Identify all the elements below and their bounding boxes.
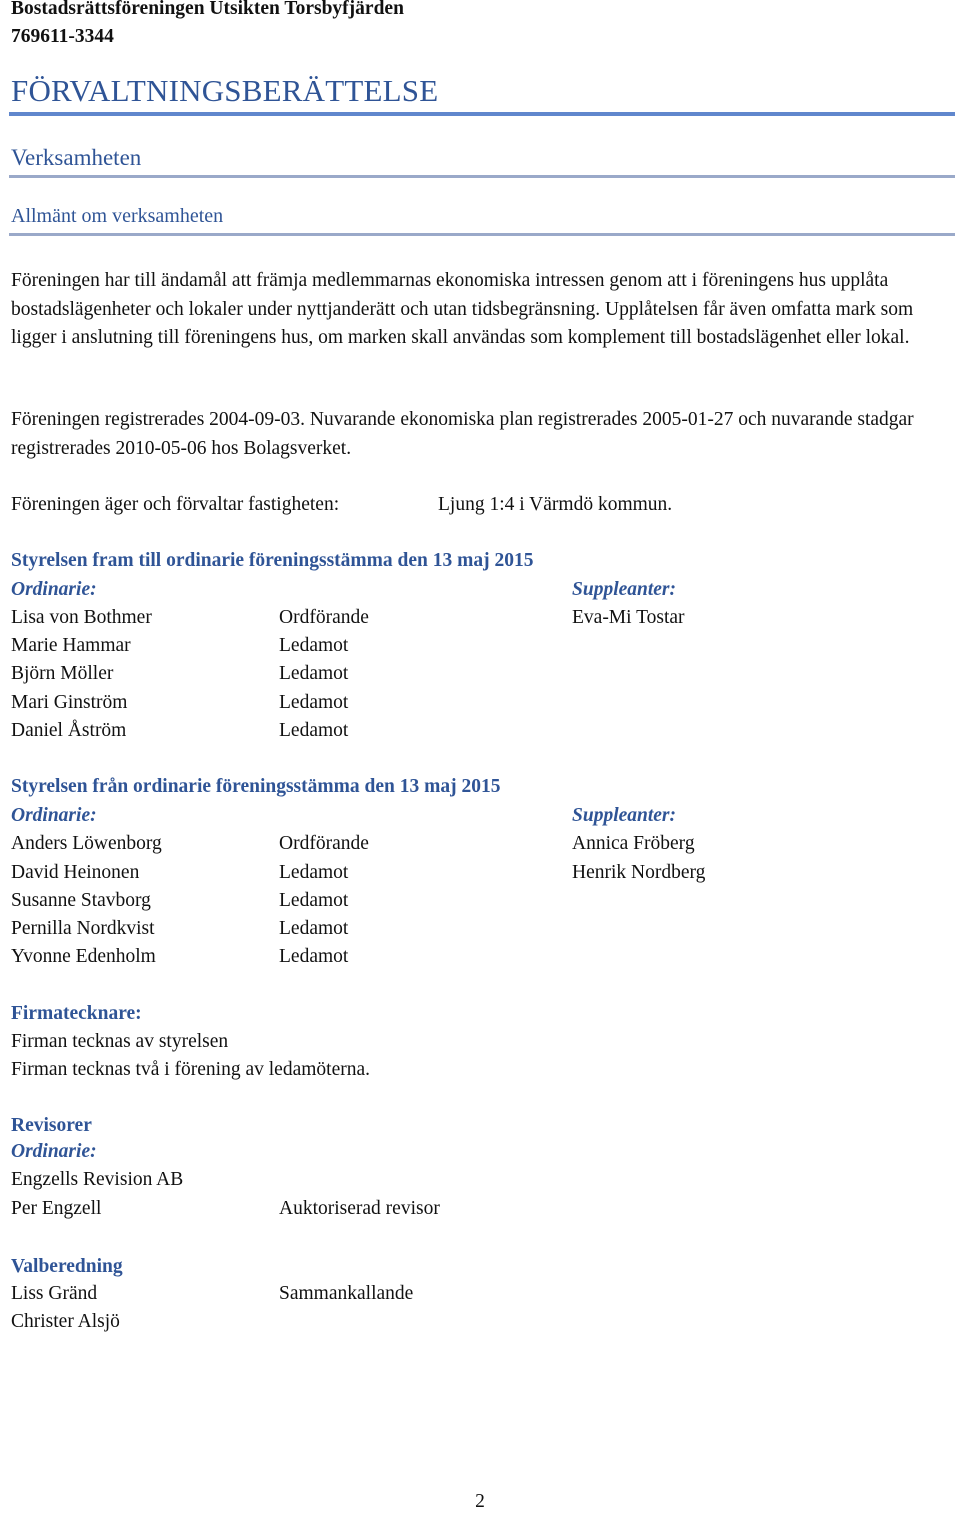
auditors-ordinary-label: Ordinarie: [11, 1141, 97, 1162]
member-role: Ledamot [279, 918, 349, 939]
page-number: 2 [475, 1491, 485, 1512]
nomination-member-name: Christer Alsjö [11, 1311, 120, 1332]
member-role: Ordförande [279, 833, 369, 854]
deputy-name: Annica Fröberg [572, 833, 695, 854]
deputy-name: Henrik Nordberg [572, 862, 706, 883]
member-name: Björn Möller [11, 663, 114, 684]
member-name: David Heinonen [11, 862, 140, 883]
nomination-member-role: Sammankallande [279, 1283, 414, 1304]
board-until-ordinary-label: Ordinarie: [11, 579, 97, 600]
member-name: Lisa von Bothmer [11, 607, 152, 628]
board-from-ordinary-label: Ordinarie: [11, 805, 97, 826]
signatory-line: Firman tecknas två i förening av ledamöterna. [11, 1059, 370, 1080]
member-role: Ordförande [279, 607, 369, 628]
member-role: Ledamot [279, 692, 349, 713]
member-role: Ledamot [279, 635, 349, 656]
member-role: Ledamot [279, 663, 349, 684]
board-from-title: Styrelsen från ordinarie föreningsstämma den 13 maj 2015 [11, 776, 501, 797]
member-name: Daniel Åström [11, 720, 127, 741]
member-name: Pernilla Nordkvist [11, 918, 155, 939]
page-title: FÖRVALTNINGSBERÄTTELSE [11, 73, 439, 108]
member-name: Marie Hammar [11, 635, 131, 656]
auditors-title: Revisorer [11, 1115, 92, 1136]
registration-paragraph: Föreningen registrerades 2004-09-03. Nuvarande ekonomiska plan registrerades 2005-01-27 och nuvarande stadgar registrerades 2010-05-06 hos Bolagsverket. [11, 409, 914, 459]
member-name: Anders Löwenborg [11, 833, 162, 854]
org-name: Bostadsrättsföreningen Utsikten Torsbyfjärden [11, 0, 404, 19]
member-role: Ledamot [279, 946, 349, 967]
board-from-deputies-label: Suppleanter: [572, 805, 677, 826]
signatory-line: Firman tecknas av styrelsen [11, 1031, 229, 1052]
property-label: Föreningen äger och förvaltar fastigheten: [11, 494, 340, 515]
member-name: Mari Ginström [11, 692, 128, 713]
nomination-member-name: Liss Gränd [11, 1283, 98, 1304]
org-number: 769611-3344 [11, 26, 114, 47]
title-underline [9, 112, 955, 116]
nomination-title: Valberedning [11, 1256, 123, 1277]
auditor-firm: Engzells Revision AB [11, 1169, 184, 1190]
board-until-deputies-label: Suppleanter: [572, 579, 677, 600]
subsection-heading: Allmänt om verksamheten [11, 205, 224, 227]
auditor-role: Auktoriserad revisor [279, 1198, 440, 1219]
section-heading: Verksamheten [11, 145, 142, 170]
member-role: Ledamot [279, 720, 349, 741]
property-value: Ljung 1:4 i Värmdö kommun. [438, 494, 673, 515]
member-role: Ledamot [279, 890, 349, 911]
signatories-title: Firmatecknare: [11, 1003, 142, 1024]
purpose-paragraph: Föreningen har till ändamål att främja medlemmarnas ekonomiska intressen genom att i föreningens hus upplåta bostadslägenheter och lokaler under nyttjanderätt och utan tidsbegränsning. Upplåtelsen får även omfatta mark som ligger i anslutning till föreningens hus, om marken skall användas som komplement till bostadslägenhet eller lokal. [11, 270, 914, 348]
section-underline [9, 175, 955, 178]
board-until-title: Styrelsen fram till ordinarie föreningsstämma den 13 maj 2015 [11, 550, 534, 571]
deputy-name: Eva-Mi Tostar [572, 607, 685, 628]
member-role: Ledamot [279, 862, 349, 883]
member-name: Yvonne Edenholm [11, 946, 156, 967]
auditor-name: Per Engzell [11, 1198, 102, 1219]
member-name: Susanne Stavborg [11, 890, 151, 911]
subsection-underline [9, 233, 955, 236]
